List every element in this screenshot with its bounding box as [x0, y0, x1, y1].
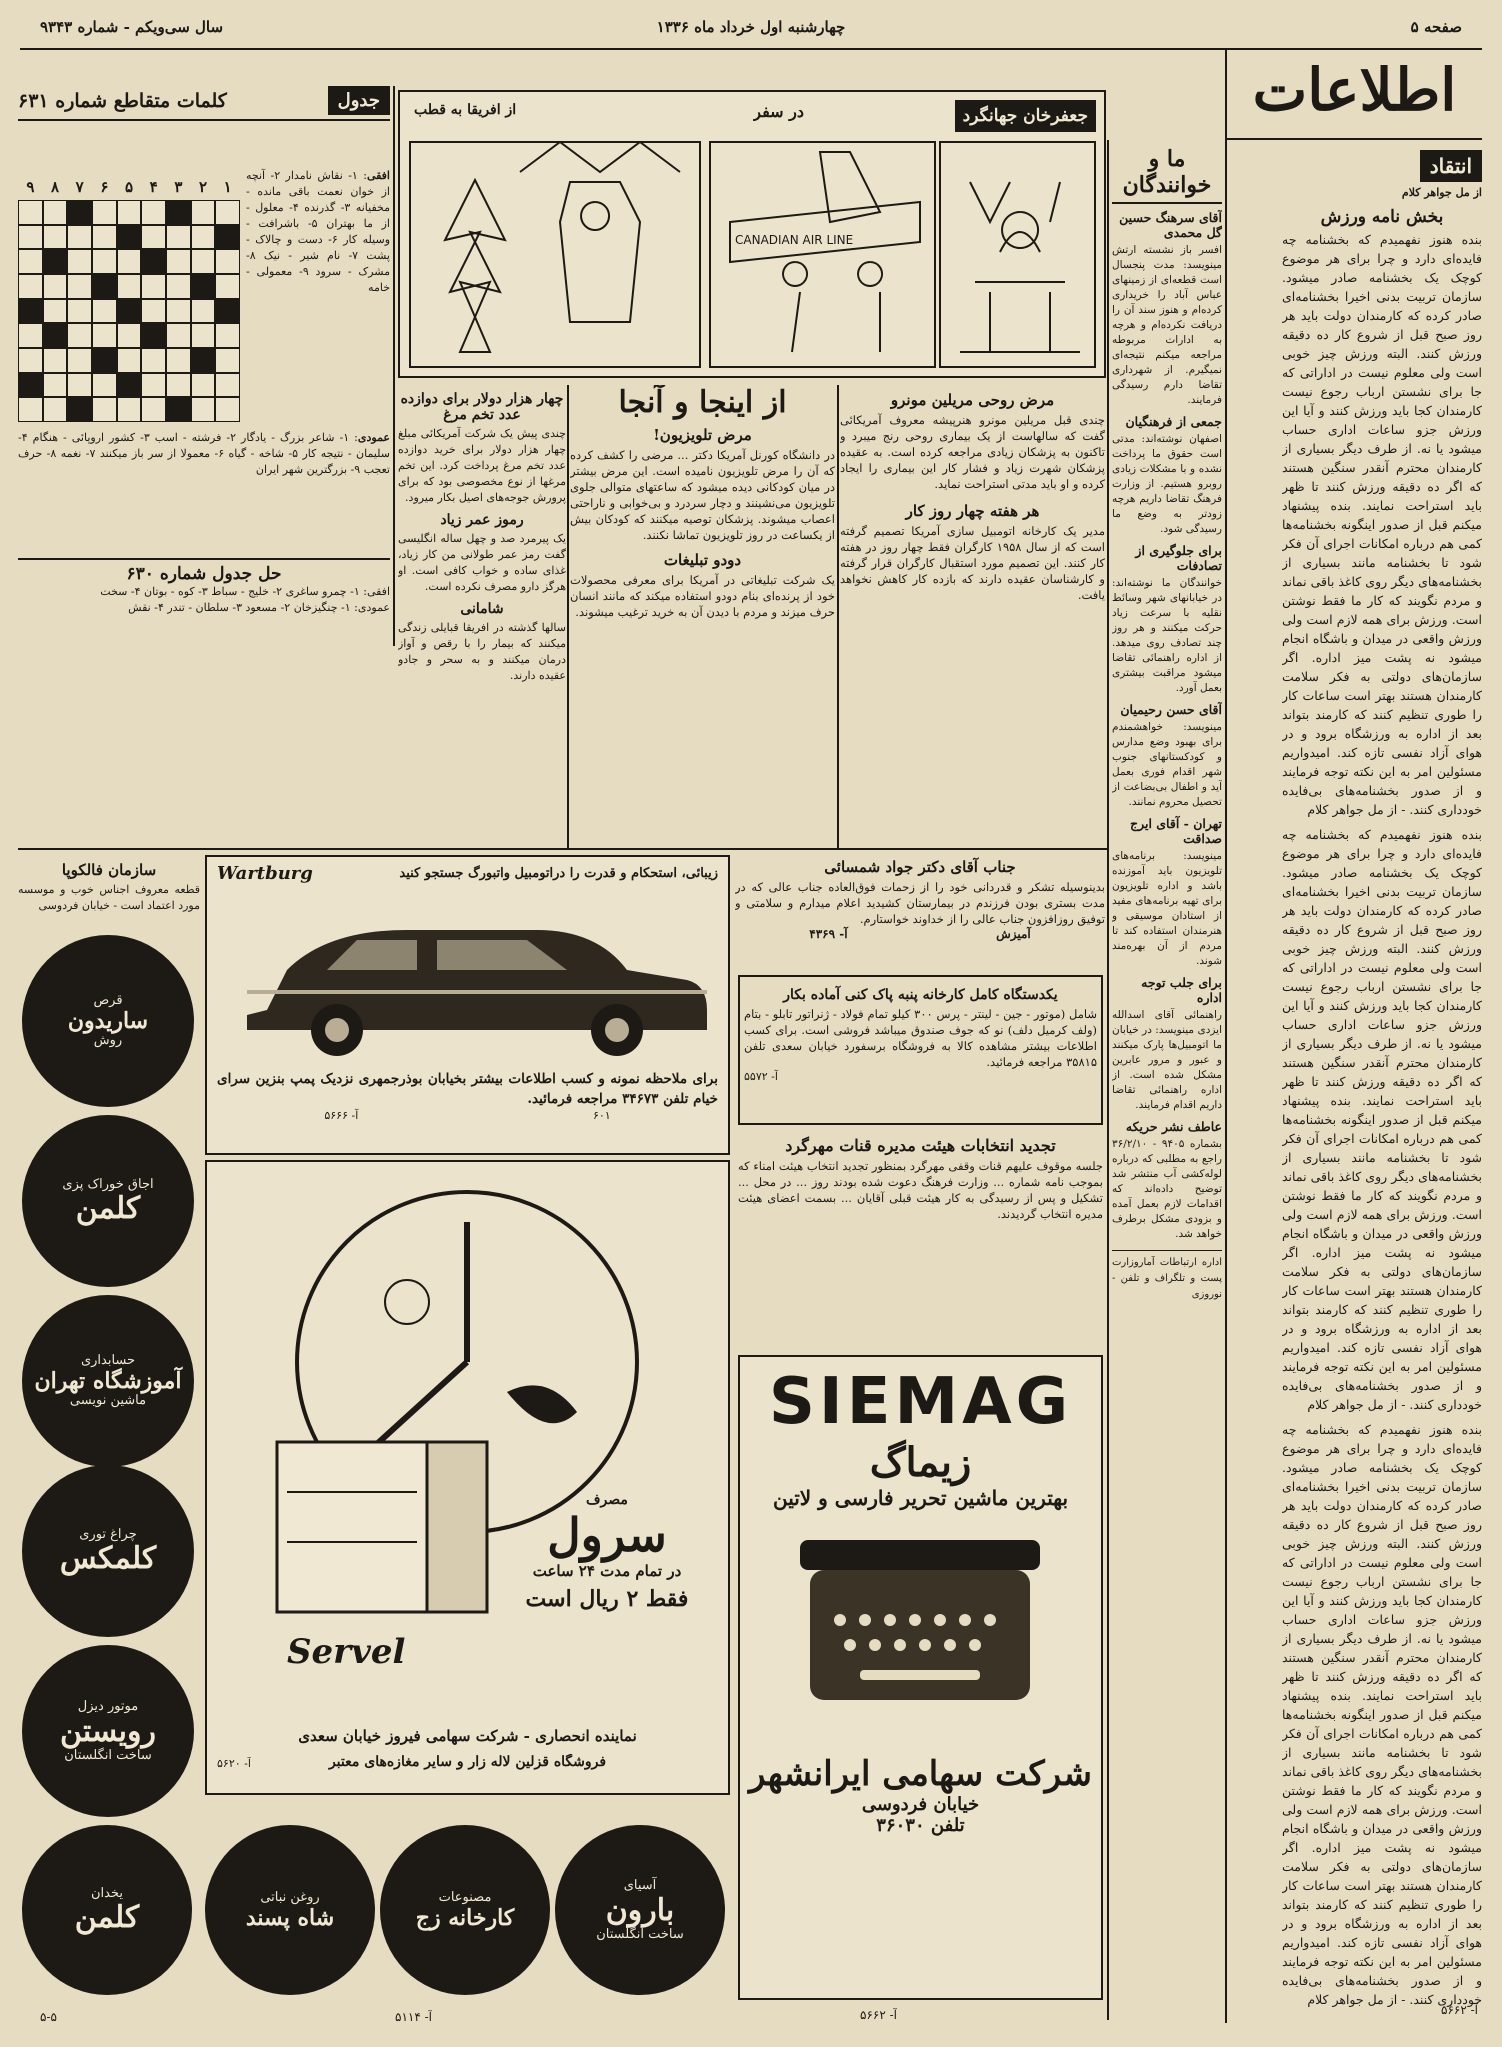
cartoon-drawing [400, 92, 1104, 376]
crossword-cell[interactable] [166, 299, 191, 324]
crossword-cell[interactable] [18, 274, 43, 299]
crossword-cell[interactable] [141, 348, 166, 373]
enteghad-logo: انتقاد [1420, 150, 1482, 182]
election-title: تجدید انتخابات هیئت مدیره قنات مهرگرد [785, 1136, 1056, 1155]
left-circle-ad-small: اجاق خوراک پزی [62, 1176, 154, 1192]
falkopa-text: قطعه معروف اجناس خوب و موسسه مورد اعتماد است - خیابان فردوسی [18, 883, 200, 912]
siemag-fa: زیماگ [869, 1439, 972, 1486]
bottom-circle-ad-3 [22, 1825, 192, 1995]
wartburg-code2: ۶۰۱ [592, 1109, 611, 1122]
crossword-cell[interactable] [92, 200, 117, 225]
crossword-column-number: ۵ [124, 178, 134, 196]
solution-title: حل جدول شماره ۶۳۰ [126, 564, 282, 584]
article-rule-2 [567, 385, 569, 850]
crossword-column-number: ۶ [100, 178, 109, 196]
crossword-cell[interactable] [92, 373, 117, 398]
secret-title: رموز عمر زیاد [440, 512, 524, 528]
falkopa-notice [18, 855, 200, 930]
cartoon-left-title: از افریقا به قطب [414, 102, 517, 118]
shomali-tag: آمیزش [996, 927, 1031, 941]
left-circle-ad-1 [22, 1115, 194, 1287]
car-illustration [207, 890, 728, 1065]
crossword-cell[interactable] [215, 200, 240, 225]
wartburg-text: برای ملاحظه نمونه و کسب اطلاعات بیشتر بخیابان بوذرجمهری نزدیک پمپ بنزین سرای خیام تلفن ۳۴۶۷۳ مراجعه فرمائید. [217, 1071, 718, 1107]
crossword-cell[interactable] [43, 200, 68, 225]
bottom-code: آ- ۵۱۱۴ [395, 2010, 432, 2024]
shomali-code: آ- ۴۳۶۹ [809, 927, 848, 941]
horizontal-label: افقی [366, 169, 390, 182]
crossword-cell[interactable] [92, 225, 117, 250]
shomali-notice [735, 852, 1105, 972]
enteghad-title: بخش نامه ورزش [1320, 207, 1444, 227]
crossword-cell[interactable] [141, 274, 166, 299]
enteghad-body-cont: بنده هنوز نفهمیدم که بخشنامه چه فایده‌ای دارد و چرا برای هر موضوع کوچک یک بخشنامه صادر میشود. سازمان تربیت بدنی اخیرا بخشنامه‌ای صادر کرده که کارمندان دولت باید هر روز صبح قبل از شروع کار ده دقیقه ورزش کنند. البته ورزش چیز خوبی است ولی معلوم نیست در اداراتی که جا برای نشستن ارباب رجوع نیست کارمندان کجا باید ورزش کنند و آیا این ورزش جزو ساعات اداری حساب میشود یا نه. از طرف دیگر بسیاری از کارمندان محترم آنقدر سنگین هستند که اگر ده دقیقه ورزش کنند تا ظهر باید استراحت نمایند. بنده پیشنهاد میکنم قبل از صدور اینگونه بخشنامه‌ها کمی هم درباره امکانات اجرای آن فکر شود تا بخشنامه مانند بسیاری از بخشنامه‌های دیگر روی کاغذ باقی نماند و مردم نگویند که کار ما فقط نوشتن است. ورزش برای همه لازم است ولی ورزش واقعی در میدان و باشگاه انجام میشود نه پشت میز اداره. اگر سازمان‌های دولتی به فکر سلامت کارمندان هستند بهتر است ساعات کار را طوری تنظیم کنند که کارمند بتواند بعد از اداره به ورزشگاه برود و در هوای آزاد نفسی تازه کند. امیدواریم مسئولین امر به این نکته توجه فرمایند و از صدور بخشنامه‌های بی‌فایده خودداری کنند. - از مل جواهر کلام [1282, 827, 1482, 1412]
crossword-column-numbers [18, 178, 240, 200]
falkopa-title: سازمان فالکوپا [61, 861, 157, 879]
left-circle-ad-small: حسابداری [80, 1353, 136, 1369]
right-column [1282, 150, 1482, 2025]
crossword-cell[interactable] [117, 274, 142, 299]
crossword-cell[interactable] [166, 373, 191, 398]
crossword-cell[interactable] [67, 323, 92, 348]
crossword-cell[interactable] [141, 225, 166, 250]
crossword-cell[interactable] [92, 299, 117, 324]
crossword-cell[interactable] [67, 249, 92, 274]
crossword-cell[interactable] [18, 373, 43, 398]
reader-item: عاطف نشر حریکه بشماره ۹۴۰۵ - ۳۶/۲/۱۰ راجع به مطلبی که درباره لوله‌کشی آب منتشر شد توضیح داده‌اند که اقدامات لازم بعمل آمده و بزودی مشکل برطرف خواهد شد. [1112, 1119, 1222, 1240]
reader-item: برای جلب توجه اداره راهنمائی آقای اسدالله ایزدی مینویسد: در خیابان ما اتومبیل‌ها پارک میکنند و عبور و مرور عابرین مشکل شده است. از اداره راهنمائی تقاضا داریم اقدام فرمایند. [1112, 975, 1222, 1111]
servel-text-block [497, 1492, 717, 1612]
left-circle-ad-3 [22, 1465, 194, 1637]
crossword-cell[interactable] [141, 299, 166, 324]
siemag-code: آ- ۵۶۶۲ [860, 2008, 897, 2022]
left-circle-ad-2 [22, 1295, 194, 1467]
left-circle-ad-small2: ساخت انگلستان [64, 1747, 152, 1763]
crossword-cell[interactable] [18, 397, 43, 422]
bottom-circle-ad-1 [380, 1825, 550, 1995]
bottom-circle-ad-2 [205, 1825, 375, 1995]
crossword-cell[interactable] [215, 249, 240, 274]
crossword-cell[interactable] [43, 249, 68, 274]
crossword-cell[interactable] [215, 373, 240, 398]
dollars-title: چهار هزار دولار برای دوازده عدد تخم مرغ [400, 391, 564, 423]
reader-item: آقای حسن رحیمیان مینویسد: خواهشمندم برای بهبود وضع مدارس و کودکستانهای جنوب شهر اقدام فوری بعمل آید و اطفال بی‌بضاعت از تحصیل محروم نمانند. [1112, 702, 1222, 808]
crossword-cell[interactable] [141, 200, 166, 225]
crossword-cell[interactable] [18, 249, 43, 274]
siemag-logo: SIEMAG [768, 1365, 1073, 1439]
readers-column [1112, 146, 1222, 2026]
crossword-cell[interactable] [92, 323, 117, 348]
solution-vertical: عمودی: ۱- چنگیزخان ۲- مسعود ۳- سلطان - تندر ۴- نقش [128, 601, 390, 614]
workdays-title: هر هفته چهار روز کار [905, 502, 1040, 520]
crossword-cell[interactable] [18, 299, 43, 324]
crossword-column-number: ۷ [75, 178, 84, 196]
left-circle-ad-big: رویستن [60, 1713, 156, 1749]
cartoon-title: جعفرخان جهانگرد [955, 100, 1096, 132]
crossword-vertical-clues: عمودی: ۱- شاعر بزرگ - یادگار ۲- فرشته - اسب ۳- کشور اروپائی - هنگام ۴- سلیمان - نتیجه کار ۵- شاخه - گیاه ۶- معمولا از سر باز میکنند ۷- نغمه ۸- حرف تعجب ۹- بزرگترین شهر ایران [18, 431, 390, 476]
shamanism-title: شامانی [460, 601, 504, 617]
enteghad-body: بنده هنوز نفهمیدم که بخشنامه چه فایده‌ای دارد و چرا برای هر موضوع کوچک یک بخشنامه صادر میشود. سازمان تربیت بدنی اخیرا بخشنامه‌ای صادر کرده که کارمندان دولت باید هر روز صبح قبل از شروع کار ده دقیقه ورزش کنند. البته ورزش چیز خوبی است ولی معلوم نیست در اداراتی که جا برای نشستن ارباب رجوع نیست کارمندان کجا باید ورزش کنند و آیا این ورزش جزو ساعات اداری حساب میشود یا نه. از طرف دیگر بسیاری از کارمندان محترم آنقدر سنگین هستند که اگر ده دقیقه ورزش کنند تا ظهر باید استراحت نمایند. بنده پیشنهاد میکنم قبل از صدور اینگونه بخشنامه‌ها کمی هم درباره امکانات اجرای آن فکر شود تا بخشنامه مانند بسیاری از بخشنامه‌های دیگر روی کاغذ باقی نماند و مردم نگویند که کار ما فقط نوشتن است. ورزش برای همه لازم است ولی ورزش واقعی در میدان و باشگاه انجام میشود نه پشت میز اداره. اگر سازمان‌های دولتی به فکر سلامت کارمندان هستند بهتر است ساعات کار را طوری تنظیم کنند که کارمند بتواند بعد از اداره به ورزشگاه برود و در هوای آزاد نفسی تازه کند. امیدواریم مسئولین امر به این نکته توجه فرمایند و از صدور بخشنامه‌های بی‌فایده خودداری کنند. - از مل جواهر کلام [1282, 232, 1482, 817]
servel-brand: Servel [287, 1632, 406, 1672]
bottom-circle-ad-big: کارخانه زج [415, 1904, 515, 1931]
dollars-text: چندی پیش یک شرکت آمریکائی مبلغ چهار هزار دولار برای خرید دوازده عدد تخم مرغ پرداخت کرد. این تخم مرغها از نوع مخصوصی بود که برای پرورش جوجه‌های اصیل بکار میرود. [398, 427, 566, 504]
workdays-text: مدیر یک کارخانه اتومبیل سازی آمریکا تصمیم گرفته است که از سال ۱۹۵۸ کارگران فقط چهار روز در هفته کار کنند. این تصمیم مورد استقبال کارگران قرار گرفته و کارشناسان عقیده دارند که بازده کار کاهش نخواهد یافت. [840, 524, 1105, 602]
crossword-cell[interactable] [92, 348, 117, 373]
crossword-column-number: ۳ [174, 178, 183, 196]
crossword-grid[interactable] [18, 200, 240, 422]
crossword-cell[interactable] [166, 397, 191, 422]
shamanism-text: سالها گذشته در افریقا قبایلی زندگی میکنند که بیمار را با رقص و آواز درمان میکنند و به سحر و جادو عقیده دارند. [398, 621, 566, 682]
servel-ad [205, 1160, 730, 1795]
cartoon-strip [398, 90, 1106, 378]
articles-middle [570, 385, 835, 850]
articles-left [398, 385, 566, 850]
crossword-cell[interactable] [166, 274, 191, 299]
left-circle-ad-4 [22, 1645, 194, 1817]
shomali-title: جناب آقای دکتر جواد شمسائی [824, 858, 1016, 876]
crossword-cell[interactable] [117, 299, 142, 324]
wartburg-code: آ- ۵۶۶۶ [324, 1109, 359, 1122]
marilyn-text: چندی قبل مریلین مونرو هنرپیشه معروف آمریکائی گفت که سالهاست از یک بیماری روحی رنج میبرد و تاکنون به پزشکان زیادی مراجعه کرده است. به عقیده پزشکان شهرت زیاد و فشار کار این بیماری را ایجاد کرده و او باید مدتی استراحت نماید. [840, 413, 1105, 491]
crossword-cell[interactable] [191, 249, 216, 274]
page-code: ۵-۵ [40, 2010, 57, 2024]
vertical-label: عمودی [357, 431, 390, 444]
crossword-cell[interactable] [215, 397, 240, 422]
crossword-cell[interactable] [191, 397, 216, 422]
wartburg-ad [205, 855, 730, 1155]
left-circle-ad-big: کلمکس [59, 1541, 157, 1577]
crossword-title: کلمات متقاطع شماره ۶۳۱ [18, 89, 227, 112]
left-circle-ad-big: ساریدون [67, 1007, 149, 1034]
crossword-cell[interactable] [67, 200, 92, 225]
typewriter-illustration [740, 1510, 1101, 1750]
servel-top: مصرف [586, 1492, 628, 1508]
marilyn-title: مرض روحی مریلین مونرو [890, 391, 1055, 409]
crossword-clues: افقی: ۱- نقاش نامدار ۲- آنچه از خوان نعمت باقی مانده - مخفیانه ۳- گذرنده ۴- معلول - از ما بهتران ۵- باشرافت - وسیله کار ۶- دست و چالاک - پشت ۷- نام شیر - نیک ۸- مشرک - سرود ۹- معمولی - خامه [246, 169, 390, 294]
bottom-circle-ad-small2: ساخت انگلستان [596, 1926, 684, 1942]
reader-item: جمعی از فرهنگیان اصفهان نوشته‌اند: مدتی است حقوق ما پرداخت نشده و با مشکلات زیادی روبرو هستیم. از وزارت فرهنگ تقاضا داریم هرچه زودتر به وضع ما رسیدگی شود. [1112, 414, 1222, 535]
crossword-cell[interactable] [166, 323, 191, 348]
reader-item: برای جلوگیری از تصادفات خوانندگان ما نوشته‌اند: در خیابانهای شهر وسائط نقلیه با سرعت زیاد حرکت میکنند و هر روز چند تصادف روی میدهد. از اداره راهنمائی تقاضا میشود مراقبت بیشتری بعمل آورد. [1112, 543, 1222, 694]
crossword-cell[interactable] [166, 225, 191, 250]
crossword-cell[interactable] [191, 348, 216, 373]
dodo-title: دودو تبلیغات [663, 551, 742, 569]
crossword-cell[interactable] [166, 200, 191, 225]
articles-right [840, 385, 1105, 850]
wartburg-codes [207, 1109, 728, 1122]
enteghad-sub: از مل جواهر کلام [1401, 186, 1482, 199]
cartoon-subtitle: در سفر [753, 102, 804, 121]
crossword-column-number: ۸ [50, 178, 60, 196]
left-circle-ad-small: قرص [93, 993, 123, 1009]
crossword-cell[interactable] [43, 225, 68, 250]
siemag-street: خیابان فردوسی [861, 1794, 980, 1815]
header-rule [20, 48, 1482, 50]
enteghad-code: آ- ۵۶۶۲ [1441, 2003, 1478, 2017]
wartburg-logo: Wartburg [217, 863, 313, 884]
bottom-circle-ad-small: روغن نباتی [260, 1890, 320, 1906]
year-issue: سال سی‌ویکم - شماره ۹۳۴۳ [40, 18, 224, 36]
crossword-cell[interactable] [191, 225, 216, 250]
servel-agent: نماینده انحصاری - شرکت سهامی فیروز خیابان سعدی [298, 1727, 637, 1745]
crossword-cell[interactable] [191, 323, 216, 348]
solution-section [18, 558, 390, 616]
bottom-circle-ad-big: شاه پسند [245, 1904, 335, 1931]
plane-label: CANADIAN AIR LINE [735, 233, 854, 247]
left-circle-ad-small: موتور دیزل [77, 1698, 139, 1714]
page-number: صفحه ۵ [1410, 18, 1462, 36]
crossword-cell[interactable] [191, 200, 216, 225]
factory-title: یکدستگاه کامل کارخانه پنبه پاک کنی آماده بکار [783, 987, 1058, 1003]
left-circle-ad-small2: روش [93, 1033, 123, 1049]
siemag-ad [738, 1355, 1103, 2000]
vertical-clues: ۱- شاعر بزرگ - یادگار ۲- فرشته - اسب ۳- کشور اروپائی - هنگام ۴- سلیمان - نتیجه کار ۵- شاخه - گیاه ۶- معمولا از سر باز میکنند ۷- نغمه ۸- حرف تعجب ۹- بزرگترین شهر ایران [18, 431, 390, 476]
bottom-circle-ad-small: مصنوعات [438, 1890, 492, 1906]
crossword-cell[interactable] [67, 274, 92, 299]
wartburg-slogan: زیبائی، استحکام و قدرت را دراتومبیل واتبورگ جستجو کنید [399, 866, 718, 881]
crossword-column-number: ۹ [26, 178, 35, 196]
crossword-cell[interactable] [67, 299, 92, 324]
masthead-title: اطلاعات [1252, 56, 1457, 124]
left-circle-ad-small2: ماشین نویسی [69, 1393, 147, 1409]
bottom-circle-ad-big: کلمن [74, 1900, 140, 1936]
crossword-cell[interactable] [215, 274, 240, 299]
crossword-cell[interactable] [18, 323, 43, 348]
factory-ad [738, 975, 1103, 1125]
crossword-cell[interactable] [215, 323, 240, 348]
servel-shop: فروشگاه قزلین لاله زار و سایر مغازه‌های معتبر [328, 1754, 607, 1770]
crossword-cell[interactable] [117, 225, 142, 250]
reader-item: آقای سرهنگ حسین گل محمدی افسر باز نشسته ارتش مینویسد: مدت پنجسال است قطعه‌ای از زمینهای عباس آباد را خریداری کرده‌ام و هنوز سند آن را دریافت نکرده‌ام و هرچه به ادارات مربوطه مراجعه میکنم نتیجه‌ای نمیگیرم. از شهرداری تقاضا دارم رسیدگی فرمایند. [1112, 210, 1222, 406]
crossword-cell[interactable] [117, 200, 142, 225]
masthead-rule [1227, 138, 1482, 140]
siemag-sub: بهترین ماشین تحریر فارسی و لاتین [772, 1486, 1069, 1510]
crossword-cell[interactable] [92, 249, 117, 274]
crossword-cell[interactable] [43, 299, 68, 324]
crossword-cell[interactable] [18, 348, 43, 373]
crossword-cell[interactable] [67, 397, 92, 422]
crossword-cell[interactable] [117, 373, 142, 398]
crossword-cell[interactable] [215, 299, 240, 324]
crossword-rule [393, 86, 395, 646]
crossword-cell[interactable] [141, 397, 166, 422]
crossword-cell[interactable] [43, 323, 68, 348]
factory-code: آ- ۵۵۷۲ [744, 1070, 778, 1083]
crossword-cell[interactable] [67, 348, 92, 373]
crossword-badge: جدول [328, 86, 390, 115]
tv-title: مرض تلویزیون! [653, 426, 752, 444]
crossword-cell[interactable] [191, 373, 216, 398]
crossword-cell[interactable] [166, 249, 191, 274]
factory-text: شامل (موتور - جین - لینتر - پرس ۳۰۰ کیلو تمام فولاد - ژنراتور تابلو - بتام (ولف کرمیل دلف) نو که جوف صندوق میباشد فروشی است. برای کسب اطلاعات بیشتر مشاهده کالا به فروشگاه برسفورد خیابان سعدی تلفن ۳۵۸۱۵ مراجعه فرمائید. [744, 1007, 1097, 1069]
servel-hours: در تمام مدت ۲۴ ساعت [532, 1562, 682, 1580]
crossword-cell[interactable] [117, 249, 142, 274]
servel-big: سرول [547, 1508, 667, 1562]
crossword-cell[interactable] [117, 323, 142, 348]
issue-date: چهارشنبه اول خرداد ماه ۱۳۳۶ [656, 18, 846, 36]
crossword-cell[interactable] [166, 348, 191, 373]
crossword-cell[interactable] [191, 299, 216, 324]
election-notice [738, 1130, 1103, 1350]
servel-price: فقط ۲ ریال است [525, 1586, 689, 1612]
tv-text: در دانشگاه کورنل آمریکا دکتر ... مرضی را کشف کرده که آن را مرض تلویزیون نامیده است. این مرض بیشتر در میان کودکانی دیده میشود که ساعتهای متوالی جلوی تلویزیون می‌نشینند و دچار سردرد و بی‌خوابی و ناراحتی اعصاب میشوند. پزشکان توصیه میکنند که کودکان بیش از یکساعت در روز تلویزیون تماشا نکنند. [570, 448, 835, 542]
crossword-cell[interactable] [43, 397, 68, 422]
siemag-company: شرکت سهامی ایرانشهر [749, 1754, 1092, 1794]
crossword-cell[interactable] [215, 348, 240, 373]
crossword-cell[interactable] [92, 397, 117, 422]
crossword-cell[interactable] [43, 274, 68, 299]
crossword-cell[interactable] [43, 373, 68, 398]
solution-horizontal: افقی: ۱- چمرو ساغری ۲- خلیج - سباط ۳- کوه - بوتان ۴- سخت [100, 585, 390, 598]
crossword-column-number: ۲ [198, 178, 208, 196]
left-circle-ad-big: کلمن [75, 1191, 141, 1227]
dodo-text: یک شرکت تبلیغاتی در آمریکا برای معرفی محصولات خود از پرنده‌ای بنام دودو استفاده میکند که مانند انسان حرف میزند و مردم با دیدن آن به خرید ترغیب میشوند. [570, 573, 835, 619]
bottom-circle-ad-0 [555, 1825, 725, 1995]
horizontal-clues: ۱- نقاش نامدار ۲- آنچه از خوان نعمت باقی مانده - مخفیانه ۳- گذرنده ۴- معلول - از ما بهتران ۵- باشرافت - وسیله کار ۶- دست و چالاک - پشت ۷- نام شیر - نیک ۸- مشرک - سرود ۹- معمولی - خامه [246, 169, 390, 294]
crossword-cell[interactable] [67, 225, 92, 250]
bottom-circle-ad-big: بارون [605, 1892, 675, 1928]
crossword-cell[interactable] [141, 249, 166, 274]
election-text: جلسه موقوف علیهم قنات وقفی مهرگرد بمنظور تجدید انتخاب هیئت امناء که بموجب نامه شماره ... وزارت فرهنگ دعوت شده بودند روز ... در محل ... تشکیل و پس از رسیدگی به کار هیئت قبلی آقایان ... بسمت اعضای هیئت مدیره انتخاب گردیدند. [738, 1159, 1103, 1221]
crossword-cell[interactable] [191, 274, 216, 299]
crossword-cell[interactable] [92, 274, 117, 299]
readers-title: ما و خوانندگان [1112, 146, 1222, 204]
crossword-cell[interactable] [117, 348, 142, 373]
secret-text: یک پیرمرد صد و چهل ساله انگلیسی گفت رمز عمر طولانی من کار زیاد، غذای ساده و خواب کافی است. او هرگز دارو مصرف نکرده است. [398, 532, 566, 593]
reader-item: تهران - آقای ایرج صداقت مینویسد: برنامه‌های تلویزیون باید آموزنده باشد و اداره تلویزیون برای تهیه برنامه‌های مفید از استادان موسیقی و هنرمندان استفاده کند تا مردم از آن بهره‌مند شوند. [1112, 816, 1222, 967]
readers-footer: اداره ارتباطات آماروزارت پست و تلگراف و تلفن - نوروزی [1112, 1250, 1222, 1303]
crossword-column-number: ۴ [149, 178, 158, 196]
siemag-phone: تلفن ۳۶۰۳۰ [876, 1815, 965, 1836]
crossword-cell[interactable] [117, 397, 142, 422]
bottom-circle-ad-small: یخدان [91, 1885, 123, 1901]
crossword-cell[interactable] [215, 225, 240, 250]
left-circle-ad-big: آموزشگاه تهران [34, 1367, 182, 1394]
shomali-text: بدینوسیله تشکر و قدردانی خود را از زحمات فوق‌العاده جناب عالی که در مدت بستری بودن فرزندم در بیمارستان کشیدید اعلام میدارم و سلامتی و توفیق روزافزون جناب عالی را از خداوند خواستارم. [735, 880, 1105, 926]
crossword-cell[interactable] [141, 373, 166, 398]
enteghad-body-cont2: بنده هنوز نفهمیدم که بخشنامه چه فایده‌ای دارد و چرا برای هر موضوع کوچک یک بخشنامه صادر میشود. سازمان تربیت بدنی اخیرا بخشنامه‌ای صادر کرده که کارمندان دولت باید هر روز صبح قبل از شروع کار ده دقیقه ورزش کنند. البته ورزش چیز خوبی است ولی معلوم نیست در اداراتی که جا برای نشستن ارباب رجوع نیست کارمندان کجا باید ورزش کنند و آیا این ورزش جزو ساعات اداری حساب میشود یا نه. از طرف دیگر بسیاری از کارمندان محترم آنقدر سنگین هستند که اگر ده دقیقه ورزش کنند تا ظهر باید استراحت نمایند. بنده پیشنهاد میکنم قبل از صدور اینگونه بخشنامه‌ها کمی هم درباره امکانات اجرای آن فکر شود تا بخشنامه مانند بسیاری از بخشنامه‌های دیگر روی کاغذ باقی نماند و مردم نگویند که کار ما فقط نوشتن است. ورزش برای همه لازم است ولی ورزش واقعی در میدان و باشگاه انجام میشود نه پشت میز اداره. اگر سازمان‌های دولتی به فکر سلامت کارمندان هستند بهتر است ساعات کار را طوری تنظیم کنند که کارمند بتواند بعد از اداره به ورزشگاه برود و در هوای آزاد نفسی تازه کند. امیدواریم مسئولین امر به این نکته توجه فرمایند و از صدور بخشنامه‌های بی‌فایده خودداری کنند. - از مل جواهر کلام [1282, 1422, 1482, 2007]
column-rule-1 [1225, 48, 1227, 2023]
left-circle-ad-0 [22, 935, 194, 1107]
az-title: از اینجا و آنجا [618, 385, 787, 420]
crossword-cell[interactable] [141, 323, 166, 348]
crossword-cell[interactable] [43, 348, 68, 373]
crossword-cell[interactable] [18, 200, 43, 225]
crossword-column-number: ۱ [223, 178, 232, 196]
article-rule-1 [837, 385, 839, 850]
servel-code: آ- ۵۶۲۰ [217, 1757, 251, 1770]
bottom-circle-ad-small: آسیای [623, 1877, 657, 1893]
crossword-cell[interactable] [67, 373, 92, 398]
column-rule-2 [1107, 140, 1109, 2020]
left-circle-ad-small: چراغ توری [79, 1526, 137, 1542]
crossword-cell[interactable] [18, 225, 43, 250]
